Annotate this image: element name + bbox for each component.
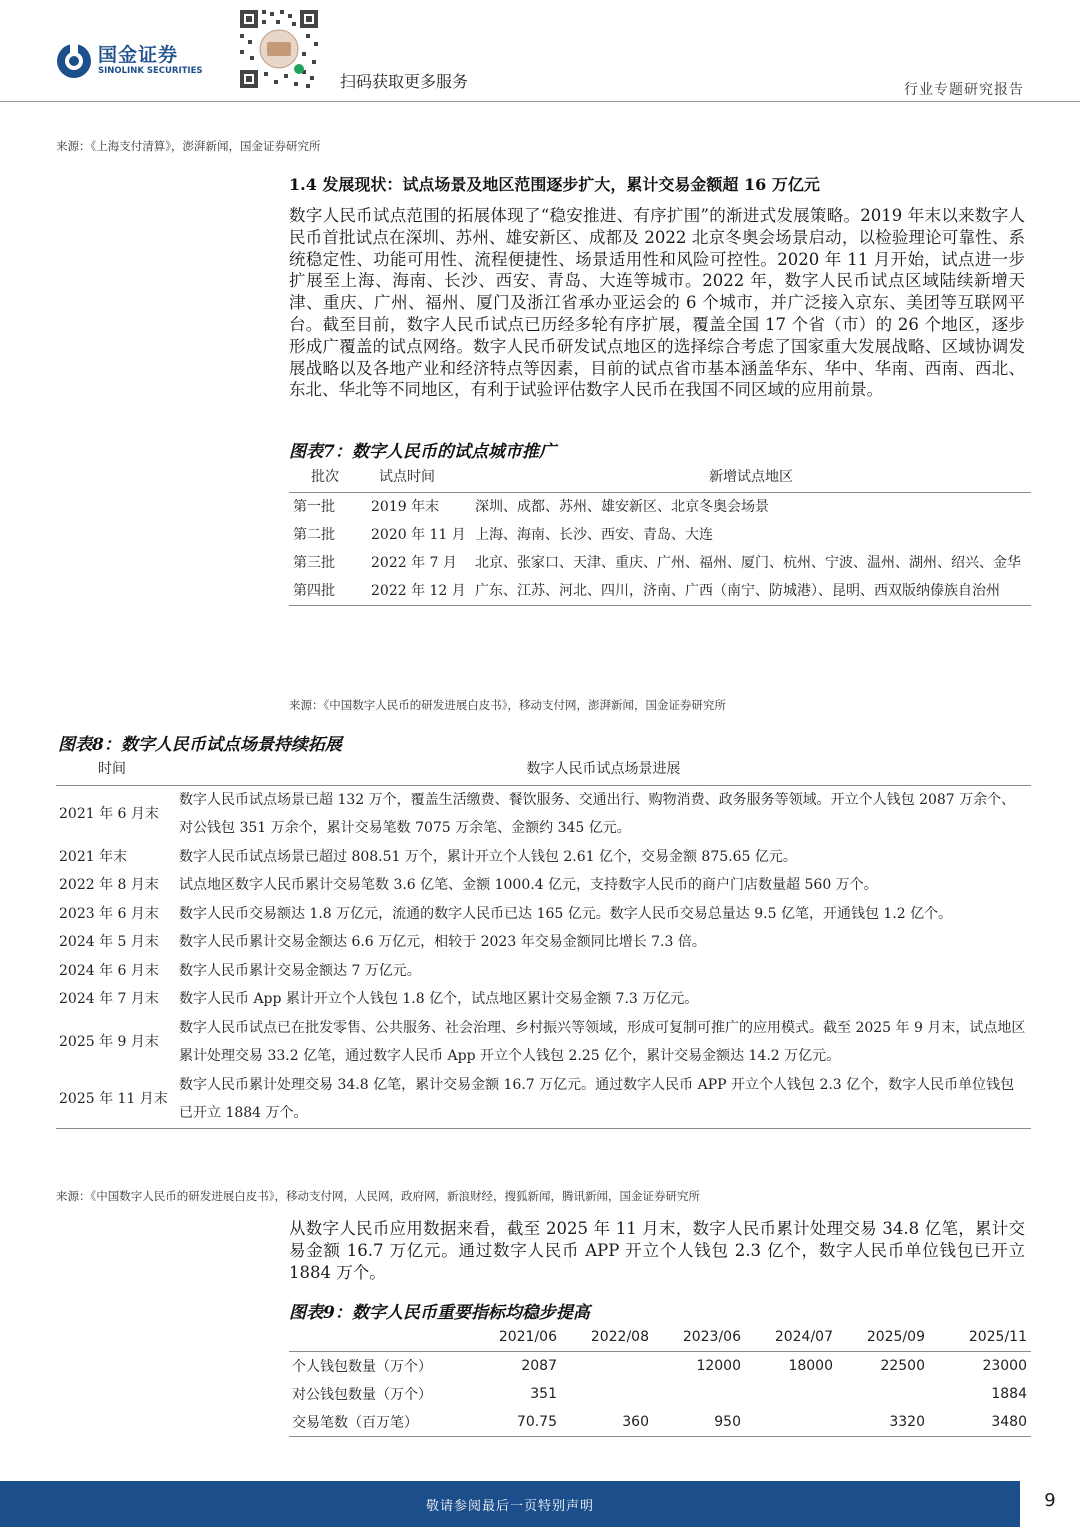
progress-cell: 数字人民币累计交易金额达 7 万亿元。 (179, 962, 421, 979)
metric-value: 3480 (929, 1408, 1031, 1437)
figure-9-table (289, 1323, 1031, 1437)
progress-cell: 试点地区数字人民币累计交易笔数 3.6 亿笔、金额 1000.4 亿元，支持数字人民币的商户门店数量超 560 万个。 (179, 877, 878, 893)
table-row (289, 549, 1031, 577)
time-cell: 2019 年末 (371, 498, 440, 515)
table-row (289, 577, 1031, 606)
time-cell: 2024 年 6 月末 (59, 962, 159, 979)
figure-7-table (289, 462, 1031, 606)
table-header-cell: 2021/06 (467, 1323, 561, 1351)
figure-8-table (56, 754, 1031, 1129)
metric-value: 23000 (982, 1357, 1027, 1374)
metric-value (653, 1380, 745, 1409)
regions-cell: 上海、海南、长沙、西安、青岛、大连 (475, 526, 713, 543)
progress-cell: 数字人民币累计处理交易 34.8 亿笔，累计交易金额 16.7 万亿元。通过数字人民币 APP 开立个人钱包 2.3 亿个，数字人民币单位钱包已开立 1884 万个。 (176, 1071, 1031, 1129)
table-header-cell: 时间 (56, 754, 176, 785)
regions-cell: 深圳、成都、苏州、雄安新区、北京冬奥会场景 (475, 498, 769, 515)
summary-paragraph: 从数字人民币应用数据来看，截至 2025 年 11 月末，数字人民币累计处理交易 34.8 亿笔，累计交易金额 16.7 万亿元。通过数字人民币 APP 开立个人钱包 2.3 亿个，数字人民币单位钱包已开立 1884 万个。 (289, 1219, 1025, 1282)
time-cell: 2021 年 6 月末 (59, 805, 159, 822)
time-cell: 2022 年 12 月 (365, 577, 471, 606)
metric-value: 950 (653, 1408, 745, 1437)
batch-cell: 第四批 (289, 577, 365, 606)
table-header-cell (289, 1323, 467, 1351)
report-type-label: 行业专题研究报告 (904, 82, 1024, 98)
metric-value: 2087 (521, 1357, 557, 1374)
table-row (56, 843, 1031, 872)
figure-9-title: 图表9：数字人民币重要指标均稳步提高 (289, 1303, 590, 1323)
table-row (56, 985, 1031, 1014)
table-header-row (56, 754, 1031, 785)
figure-7-source: 来源：《中国数字人民币的研发进展白皮书》，移动支付网，澎湃新闻，国金证券研究所 (289, 698, 726, 712)
regions-cell: 广东、江苏、河北、四川，济南、广西（南宁、防城港）、昆明、西双版纳傣族自治州 (471, 577, 1031, 606)
logo-english-name: SINOLINK SECURITIES (98, 66, 203, 76)
batch-cell: 第二批 (293, 526, 335, 543)
table-header-cell: 批次 (289, 462, 365, 492)
metric-label: 对公钱包数量（万个） (292, 1386, 432, 1403)
table-row (56, 928, 1031, 957)
progress-cell: 数字人民币累计交易金额达 6.6 万亿元，相较于 2023 年交易金额同比增长 7.3 倍。 (179, 934, 706, 950)
table-row (56, 1014, 1031, 1071)
batch-cell: 第三批 (293, 554, 335, 571)
qr-code-icon[interactable] (236, 6, 322, 92)
footer-disclaimer-notice: 敬请参阅最后一页特别声明 (425, 1499, 594, 1514)
table-header-cell: 2025/11 (929, 1323, 1031, 1351)
metric-value (561, 1351, 653, 1380)
time-cell: 2020 年 11 月 (371, 526, 466, 543)
metric-value: 22500 (880, 1357, 925, 1374)
table-header-cell: 2023/06 (653, 1323, 745, 1351)
time-cell: 2025 年 11 月末 (56, 1071, 176, 1129)
table-header-row (289, 462, 1031, 492)
table-row (289, 492, 1031, 521)
logo-chinese-name: 国金证券 (98, 44, 179, 66)
metric-value: 3320 (837, 1408, 929, 1437)
figure-8-source: 来源：《中国数字人民币的研发进展白皮书》，移动支付网，人民网，政府网，新浪财经，搜狐新闻，腾讯新闻，国金证券研究所 (56, 1189, 700, 1203)
metric-label: 个人钱包数量（万个） (292, 1358, 432, 1375)
table-row (56, 785, 1031, 843)
company-logo (56, 40, 226, 84)
progress-cell: 数字人民币 App 累计开立个人钱包 1.8 亿个，试点地区累计交易金额 7.3 万亿元。 (179, 991, 699, 1007)
table-header-cell: 2025/09 (837, 1323, 929, 1351)
progress-cell: 数字人民币试点场景已超 132 万个，覆盖生活缴费、餐饮服务、交通出行、购物消费、政务服务等领域。开立个人钱包 2087 万余个、对公钱包 351 万余个，累计交易笔数 7075 万余笔、金额约 345 亿元。 (179, 791, 1016, 836)
table-header-cell: 数字人民币试点场景进展 (176, 754, 1031, 785)
table-row (56, 871, 1031, 900)
metric-value (837, 1380, 929, 1409)
page-header (0, 0, 1080, 102)
table-header-cell: 新增试点地区 (471, 462, 1031, 492)
time-cell: 2023 年 6 月末 (59, 905, 159, 922)
metric-label: 交易笔数（百万笔） (289, 1408, 467, 1437)
table-row (289, 521, 1031, 549)
table-row (56, 957, 1031, 986)
table-header-cell: 试点时间 (365, 462, 471, 492)
metric-value (745, 1408, 837, 1437)
header-divider (0, 101, 1080, 102)
section-paragraph: 数字人民币试点范围的拓展体现了“稳安推进、有序扩围”的渐进式发展策略。2019 年末以来数字人民币首批试点在深圳、苏州、雄安新区、成都及 2022 北京冬奥会场景启动，以检验理论可靠性、系统稳定性、功能可用性、流程便捷性、场景适用性和风险可控性。2020 年 11 月开始，试点进一步扩展至上海、海南、长沙、西安、青岛、大连等城市。2022 年，数字人民币试点区域陆续新增天津、重庆、广州、福州、厦门及浙江省承办亚运会的 6 个城市，并广泛接入京东、美团等互联网平台。截至目前，数字人民币试点已历经多轮有序扩展，覆盖全国 17 个省（市）的 26 个地区，逐步形成广覆盖的试点网络。数字人民币研发试点地区的选择综合考虑了国家重大发展战略、区域协调发展战略以及各地产业和经济特点等因素，目前的试点省市基本涵盖华东、华中、华南、西南、西北、东北、华北等不同地区，有利于试验评估数字人民币在我国不同区域的应用前景。 (289, 206, 1025, 400)
progress-cell: 数字人民币交易额达 1.8 万亿元，流通的数字人民币已达 165 亿元。数字人民币交易总量达 9.5 亿笔，开通钱包 1.2 亿个。 (179, 905, 953, 922)
metric-value (561, 1380, 653, 1409)
time-cell: 2024 年 5 月末 (59, 934, 159, 950)
table-row (56, 1071, 1031, 1129)
figure-8-title: 图表8：数字人民币试点场景持续拓展 (58, 735, 342, 755)
batch-cell: 第一批 (293, 498, 335, 515)
figure-7-title: 图表7：数字人民币的试点城市推广 (289, 442, 556, 462)
scan-for-service-text: 扫码获取更多服务 (340, 72, 469, 91)
table-row (289, 1380, 1031, 1409)
time-cell: 2024 年 7 月末 (59, 991, 159, 1007)
metric-value: 18000 (788, 1357, 833, 1374)
regions-cell: 北京、张家口、天津、重庆、广州、福州、厦门、杭州、宁波、温州、湖州、绍兴、金华 (475, 554, 1021, 571)
metric-value: 360 (561, 1408, 653, 1437)
time-cell: 2025 年 9 月末 (59, 1033, 159, 1050)
table-header-cell: 2022/08 (561, 1323, 653, 1351)
metric-value (745, 1380, 837, 1409)
sinolink-logo-icon (56, 43, 92, 79)
table-header-row (289, 1323, 1031, 1351)
top-source-note: 来源：《上海支付清算》，澎湃新闻，国金证券研究所 (56, 139, 321, 153)
metric-value: 12000 (696, 1357, 741, 1374)
time-cell: 2021 年末 (59, 848, 128, 865)
time-cell: 2022 年 8 月末 (59, 877, 159, 893)
progress-cell: 数字人民币试点已在批发零售、公共服务、社会治理、乡村振兴等领域，形成可复制可推广的应用模式。截至 2025 年 9 月末，试点地区累计处理交易 33.2 亿笔，通过数字人民币 App 开立个人钱包 2.25 亿个，累计交易金额达 14.2 万亿元。 (179, 1019, 1026, 1064)
table-header-cell: 2024/07 (745, 1323, 837, 1351)
progress-cell: 数字人民币试点场景已超过 808.51 万个，累计开立个人钱包 2.61 亿个，交易金额 875.65 亿元。 (179, 848, 797, 865)
table-row (56, 900, 1031, 929)
metric-value: 1884 (991, 1385, 1027, 1402)
metric-value: 351 (530, 1385, 557, 1402)
metric-value: 70.75 (467, 1408, 561, 1437)
time-cell: 2022 年 7 月 (371, 554, 457, 571)
section-title: 1.4 发展现状：试点场景及地区范围逐步扩大，累计交易金额超 16 万亿元 (289, 175, 820, 194)
table-row (289, 1408, 1031, 1437)
page-number: 9 (1044, 1490, 1056, 1511)
table-row (289, 1351, 1031, 1380)
